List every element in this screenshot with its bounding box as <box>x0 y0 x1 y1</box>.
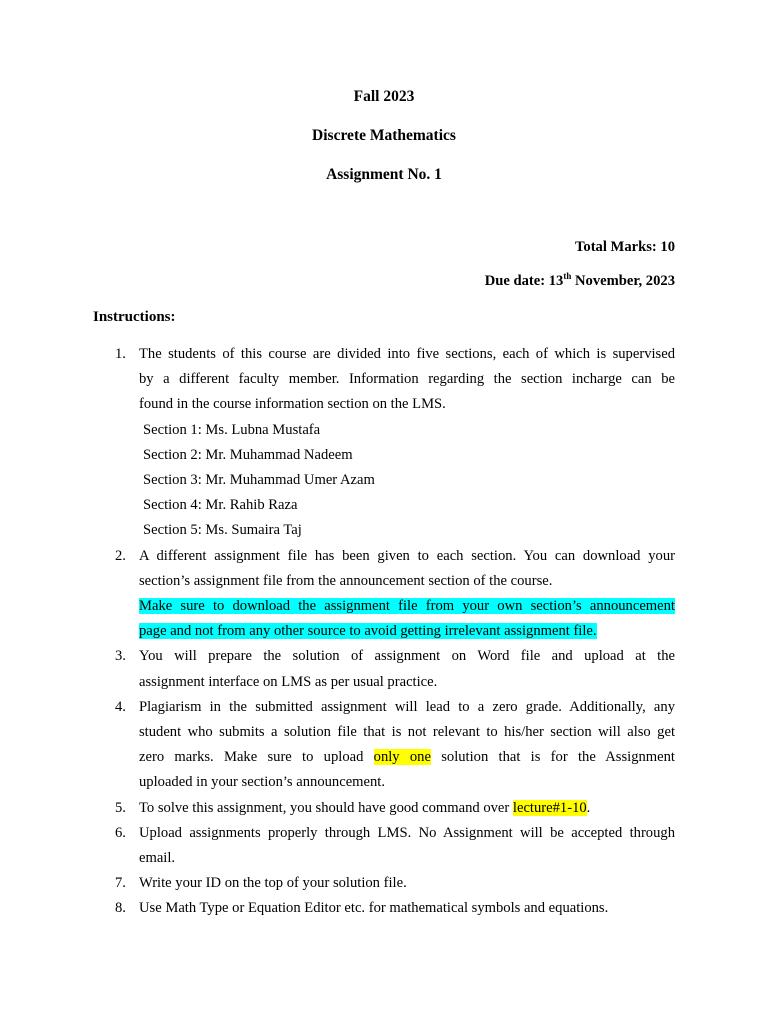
assignment-title: Assignment No. 1 <box>326 166 442 183</box>
item-line: by a different faculty member. Information regarding the section incharge can be <box>139 371 675 388</box>
section-entry: Section 5: Ms. Sumaira Taj <box>143 522 302 539</box>
item-line: Use Math Type or Equation Editor etc. for mathematical symbols and equations. <box>139 900 609 917</box>
text-segment: solution that is for the Assignment <box>430 749 675 766</box>
due-date <box>93 273 675 290</box>
item-line-highlighted <box>139 594 675 619</box>
text-segment: zero marks. Make sure to upload <box>139 749 374 766</box>
cyan-highlight: page and not from any other source to avoid getting irrelevant assignment file. <box>139 623 597 640</box>
item-number: 6. <box>115 824 126 841</box>
list-item <box>93 896 675 921</box>
item-line: section’s assignment file from the announcement section of the course. <box>139 572 553 589</box>
item-line: found in the course information section on the LMS. <box>139 396 446 413</box>
section-entry: Section 4: Mr. Rahib Raza <box>143 497 298 514</box>
due-date-suffix: November, 2023 <box>571 273 675 289</box>
item-number: 1. <box>115 346 126 362</box>
instructions-list <box>93 342 675 922</box>
item-number: 2. <box>115 547 126 564</box>
item-number: 4. <box>115 698 126 715</box>
instructions-heading: Instructions: <box>93 309 176 325</box>
item-line: uploaded in your section’s announcement. <box>139 774 386 791</box>
total-marks: Total Marks: 10 <box>575 239 675 255</box>
document-page <box>93 0 675 1024</box>
item-line: A different assignment file has been given to each section. You can download your <box>139 547 675 564</box>
course-title: Discrete Mathematics <box>312 127 456 144</box>
text-segment: . <box>586 799 591 816</box>
item-number: 8. <box>115 900 126 917</box>
due-date-prefix: Due date: 13 <box>484 273 564 289</box>
list-item <box>93 544 675 645</box>
item-line: student who submits a solution file that is not relevant to his/her section will also get <box>139 724 675 741</box>
item-line: Write your ID on the top of your solution file. <box>139 875 407 892</box>
due-date-ordinal: th <box>563 271 572 281</box>
list-item <box>93 871 675 896</box>
semester-title: Fall 2023 <box>353 88 415 105</box>
item-line <box>139 796 675 821</box>
section-entry: Section 2: Mr. Muhammad Nadeem <box>143 446 353 463</box>
cyan-highlight: Make sure to download the assignment file from your own section’s announcement <box>139 598 675 615</box>
yellow-highlight: lecture#1-10 <box>512 799 587 816</box>
item-number: 5. <box>115 799 126 816</box>
item-line: Upload assignments properly through LMS. No Assignment will be accepted through <box>139 824 675 841</box>
item-line <box>139 745 675 770</box>
list-item <box>93 695 675 796</box>
list-item <box>93 644 675 694</box>
item-number: 7. <box>115 875 126 892</box>
list-item <box>93 821 675 871</box>
yellow-highlight: only one <box>373 749 431 766</box>
list-item <box>93 342 675 544</box>
text-segment: To solve this assignment, you should have good command over <box>139 799 513 816</box>
item-line: assignment interface on LMS as per usual practice. <box>139 673 438 690</box>
item-line: You will prepare the solution of assignment on Word file and upload at the <box>139 648 675 665</box>
list-item <box>93 796 675 821</box>
item-number: 3. <box>115 648 126 665</box>
item-line: The students of this course are divided into five sections, each of which is supervised <box>139 346 675 362</box>
item-line: Plagiarism in the submitted assignment will lead to a zero grade. Additionally, any <box>139 698 675 715</box>
section-entry: Section 3: Mr. Muhammad Umer Azam <box>143 472 375 489</box>
item-line: email. <box>139 850 176 867</box>
item-line-highlighted <box>139 619 675 644</box>
section-entry: Section 1: Ms. Lubna Mustafa <box>143 421 321 438</box>
